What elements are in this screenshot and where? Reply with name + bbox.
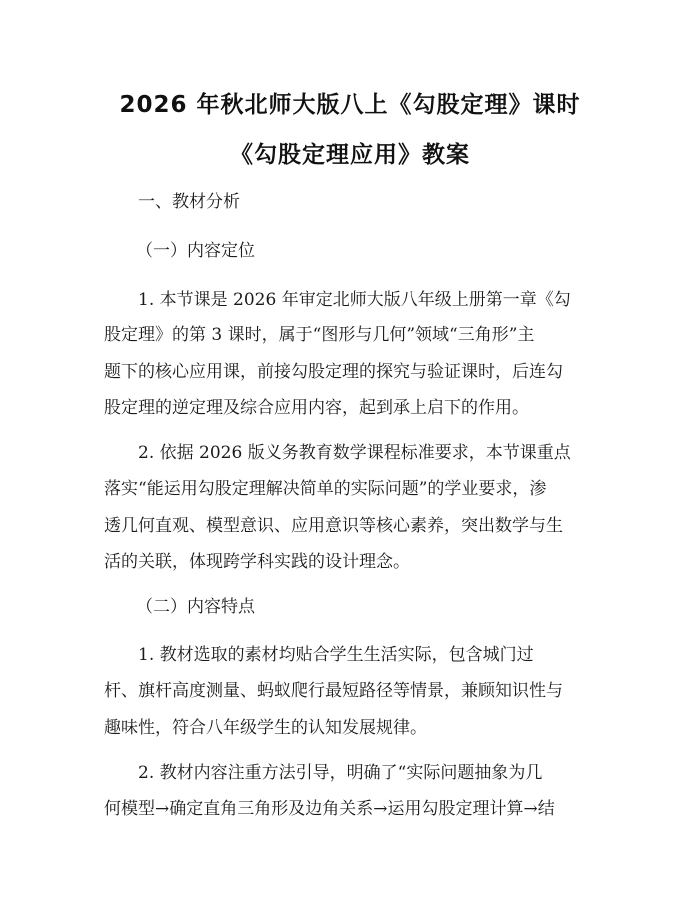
paragraph-2-line-4: 活的关联，体现跨学科实践的设计理念。 (104, 552, 410, 572)
document-title-line-1: 2026 年秋北师大版八上《勾股定理》课时 (119, 92, 581, 118)
paragraph-1-line-2: 股定理》的第 3 课时，属于“图形与几何”领域“三角形”主 (104, 325, 535, 345)
subsection-heading-content-positioning: （一）内容定位 (136, 241, 255, 261)
section-heading-teaching-material-analysis: 一、教材分析 (138, 192, 240, 212)
paragraph-4-line-1: 2. 教材内容注重方法引导，明确了“实际问题抽象为几 (138, 763, 543, 783)
paragraph-3-line-1: 1. 教材选取的素材均贴合学生生活实际，包含城门过 (138, 645, 534, 665)
paragraph-1-line-3: 题下的核心应用课，前接勾股定理的探究与验证课时，后连勾 (104, 362, 563, 382)
document-title-line-2: 《勾股定理应用》教案 (230, 142, 470, 168)
paragraph-3-line-2: 杆、旗杆高度测量、蚂蚁爬行最短路径等情景，兼顾知识性与 (104, 681, 563, 701)
subsection-heading-content-features: （二）内容特点 (136, 597, 255, 617)
paragraph-1-line-4: 股定理的逆定理及综合应用内容，起到承上启下的作用。 (104, 398, 529, 418)
paragraph-4-line-2: 何模型→确定直角三角形及边角关系→运用勾股定理计算→结 (104, 799, 555, 819)
paragraph-2-line-2: 落实“能运用勾股定理解决简单的实际问题”的学业要求，渗 (104, 479, 547, 499)
paragraph-2-line-1: 2. 依据 2026 版义务教育数学课程标准要求，本节课重点 (138, 443, 571, 463)
paragraph-3-line-3: 趣味性，符合八年级学生的认知发展规律。 (104, 718, 427, 738)
paragraph-2-line-3: 透几何直观、模型意识、应用意识等核心素养，突出数学与生 (104, 516, 563, 536)
paragraph-1-line-1: 1. 本节课是 2026 年审定北师大版八年级上册第一章《勾 (138, 290, 571, 310)
